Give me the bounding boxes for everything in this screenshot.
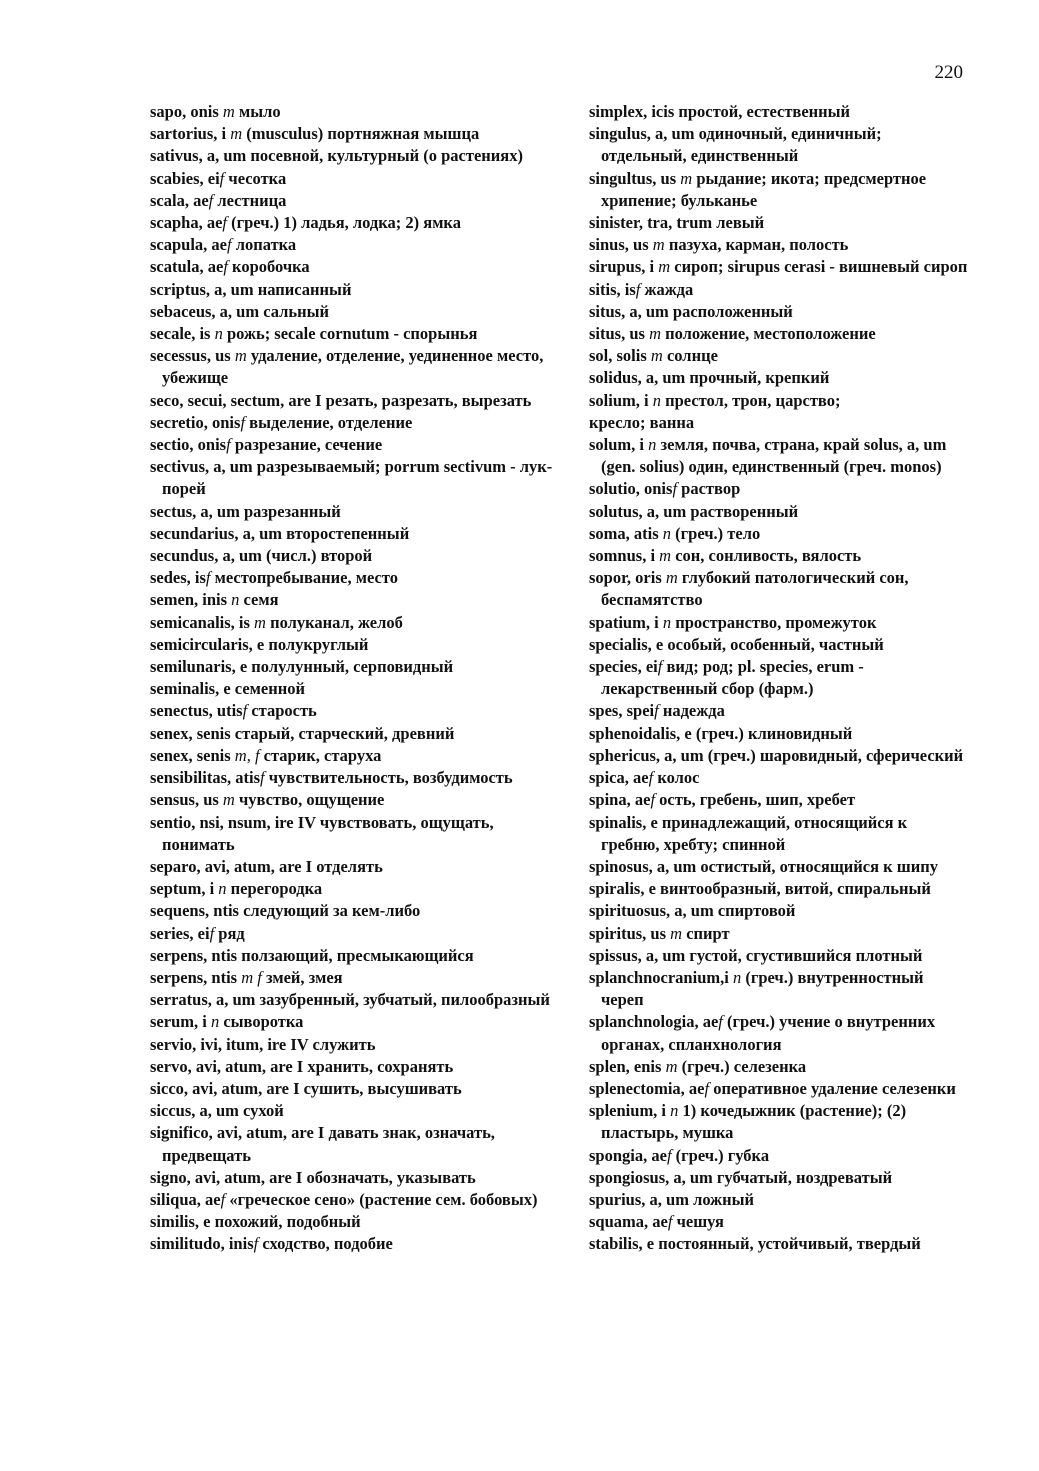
entry-headword: similitudo, inis xyxy=(150,1234,254,1254)
entry-headword: secundarius, a, um второстепенный xyxy=(150,523,410,543)
entry-headword: serpens, ntis xyxy=(150,967,242,987)
dictionary-entry xyxy=(589,123,969,167)
page-number: 220 xyxy=(934,62,963,83)
entry-gender: n xyxy=(231,590,240,610)
entry-translation: солнце xyxy=(662,346,718,366)
entry-translation: ость, гребень, шип, хребет xyxy=(655,790,856,810)
entry-translation: положение, местоположение xyxy=(661,324,876,344)
entry-headword: splen, enis xyxy=(589,1056,666,1076)
entry-translation: местопребывание, место xyxy=(210,568,398,588)
dictionary-entry xyxy=(589,1056,969,1078)
entry-headword: spongia, ae xyxy=(589,1145,667,1165)
dictionary-entry xyxy=(150,212,570,234)
entry-headword: semilunaris, e полулунный, серповидный xyxy=(150,657,454,677)
dictionary-entry xyxy=(589,523,969,545)
entry-translation: чешуя xyxy=(672,1212,724,1232)
entry-headword: sectivus, a, um разрезываемый; porrum sectivum - лук-порей xyxy=(150,457,553,499)
entry-headword: significo, avi, atum, are I давать знак, означать, предвещать xyxy=(150,1123,495,1165)
entry-translation: ряд xyxy=(214,923,245,943)
entry-headword: spinosus, a, um остистый, относящийся к шипу xyxy=(589,856,938,876)
entry-translation: (греч.) губка xyxy=(671,1145,770,1165)
entry-headword: scala, ae xyxy=(150,190,209,210)
entry-gender: n xyxy=(662,523,672,543)
entry-translation: спирт xyxy=(682,923,730,943)
dictionary-entry xyxy=(150,967,570,989)
entry-headword: sequens, ntis следующий за кем-либо xyxy=(150,901,421,921)
entry-translation: (греч.) учение о внутренних органах, спланхнология xyxy=(601,1012,936,1054)
entry-gender: f xyxy=(260,768,265,788)
dictionary-entry xyxy=(589,1211,969,1233)
entry-headword: solutus, a, um растворенный xyxy=(589,501,799,521)
entry-headword: spes, spei xyxy=(589,701,655,721)
entry-gender: f xyxy=(648,768,654,788)
entry-translation: коробочка xyxy=(227,257,310,277)
entry-headword: scabies, ei xyxy=(150,168,220,188)
entry-headword: sinister, tra, trum левый xyxy=(589,213,765,233)
entry-headword: scapha, ae xyxy=(150,213,223,233)
entry-gender: m xyxy=(649,324,661,344)
entry-gender: m xyxy=(230,124,243,144)
entry-gender: m xyxy=(254,612,266,632)
entry-gender: m xyxy=(665,568,678,588)
entry-headword: sirupus, i xyxy=(589,257,659,277)
dictionary-entry xyxy=(150,923,570,945)
dictionary-entry xyxy=(589,567,969,611)
entry-translation: семя xyxy=(239,590,279,610)
entry-gender: n xyxy=(670,1101,679,1121)
dictionary-entry xyxy=(150,678,570,700)
entry-headword: spissus, a, um густой, сгустившийся плотный xyxy=(589,945,923,965)
entry-gender: n xyxy=(218,879,227,899)
dictionary-entry xyxy=(589,501,969,523)
dictionary-entry xyxy=(589,967,969,1011)
entry-gender: n xyxy=(648,435,657,455)
entry-headword: singultus, us xyxy=(589,168,681,188)
dictionary-entry xyxy=(150,545,570,567)
dictionary-entry xyxy=(150,989,570,1011)
dictionary-entry xyxy=(589,1167,969,1189)
entry-gender: f xyxy=(222,213,228,233)
dictionary-entry xyxy=(589,412,969,434)
entry-translation: сходство, подобие xyxy=(258,1234,393,1254)
dictionary-entry xyxy=(150,145,570,167)
dictionary-entry xyxy=(589,789,969,811)
dictionary-entry xyxy=(150,656,570,678)
entry-headword: spurius, a, um ложный xyxy=(589,1189,755,1209)
entry-headword: separo, avi, atum, are I отделять xyxy=(150,856,383,876)
dictionary-entry xyxy=(150,589,570,611)
entry-translation: мыло xyxy=(234,102,281,121)
entry-headword: sativus, a, um посевной, культурный (о растениях) xyxy=(150,146,523,166)
entry-gender: n xyxy=(662,612,672,632)
entry-headword: splanchnocranium,i xyxy=(589,967,733,987)
entry-gender: m xyxy=(658,257,671,277)
entry-headword: scriptus, a, um написанный xyxy=(150,279,352,299)
entry-translation: (греч.) внутренностный череп xyxy=(601,967,924,1010)
entry-gender: f xyxy=(666,1145,672,1165)
entry-headword: simplex, icis простой, естественный xyxy=(589,102,851,121)
dictionary-entry xyxy=(150,812,570,856)
entry-headword: semicircularis, e полукруглый xyxy=(150,634,369,654)
entry-gender: m xyxy=(234,346,247,366)
entry-headword: servo, avi, atum, are I хранить, сохранять xyxy=(150,1056,454,1076)
dictionary-entry xyxy=(589,878,969,900)
entry-gender: m xyxy=(650,346,663,366)
dictionary-entry xyxy=(589,1233,969,1255)
entry-headword: seminalis, e семенной xyxy=(150,679,305,699)
entry-headword: senectus, utis xyxy=(150,701,243,721)
entry-headword: sicco, avi, atum, are I сушить, высушивать xyxy=(150,1078,462,1098)
dictionary-entry xyxy=(589,101,969,123)
entry-headword: stabilis, e постоянный, устойчивый, твердый xyxy=(589,1234,921,1254)
entry-gender: f xyxy=(635,279,641,299)
dictionary-entry xyxy=(150,1233,570,1255)
entry-translation: сыворотка xyxy=(219,1012,304,1032)
entry-gender: f xyxy=(226,435,231,455)
entry-headword: singulus, a, um одиночный, единичный; отдельный, единственный xyxy=(589,124,882,166)
dictionary-entry xyxy=(150,789,570,811)
dictionary-entry xyxy=(589,301,969,323)
entry-translation: старость xyxy=(247,701,317,721)
entry-translation: чувство, ощущение xyxy=(234,790,385,810)
entry-headword: splenectomia, ae xyxy=(589,1078,705,1098)
dictionary-entry xyxy=(589,656,969,700)
entry-headword: sartorius, i xyxy=(150,124,231,144)
entry-translation: надежда xyxy=(658,701,725,721)
dictionary-entry xyxy=(589,434,969,478)
entry-headword: somnus, i xyxy=(589,546,660,566)
dictionary-entry xyxy=(150,1078,570,1100)
dictionary-entry xyxy=(150,878,570,900)
entry-translation: пазуха, карман, полость xyxy=(664,235,849,255)
entry-headword: serpens, ntis ползающий, пресмыкающийся xyxy=(150,945,474,965)
entry-gender: m xyxy=(222,102,235,121)
entry-headword: кресло; ванна xyxy=(589,412,695,432)
entry-translation: 1) кочедыжник (растение); (2) пластырь, мушка xyxy=(601,1101,907,1143)
entry-translation: (греч.) тело xyxy=(671,523,761,543)
entry-translation: сироп; sirupus cerasi - вишневый сироп xyxy=(670,257,968,277)
entry-translation: рожь; secale cornutum - спорынья xyxy=(222,324,478,344)
entry-gender: f xyxy=(704,1078,710,1098)
entry-translation: полуканал, желоб xyxy=(265,612,403,632)
dictionary-entry xyxy=(589,612,969,634)
dictionary-entry xyxy=(589,279,969,301)
entry-headword: sebaceus, a, um сальный xyxy=(150,301,330,321)
dictionary-entry xyxy=(150,1189,570,1211)
dictionary-entry xyxy=(589,478,969,500)
dictionary-entry xyxy=(150,412,570,434)
entry-headword: sedes, is xyxy=(150,568,206,588)
entry-translation: удаление, отделение, уединенное место, убежище xyxy=(162,346,544,388)
entry-gender: f xyxy=(223,257,228,277)
dictionary-entry xyxy=(150,501,570,523)
entry-translation: разрезание, сечение xyxy=(230,435,383,455)
dictionary-entry xyxy=(589,1011,969,1055)
entry-translation: рыдание; икота; предсмертное хрипение; бульканье xyxy=(601,168,927,210)
entry-gender: m xyxy=(659,546,672,566)
entry-headword: siccus, a, um сухой xyxy=(150,1101,284,1121)
entry-headword: species, ei xyxy=(589,657,658,677)
entry-headword: solutio, onis xyxy=(589,479,673,499)
entry-gender: m xyxy=(665,1056,678,1076)
dictionary-entry xyxy=(589,700,969,722)
dictionary-entry xyxy=(150,390,570,412)
dictionary-entry xyxy=(150,723,570,745)
entry-headword: situs, us xyxy=(589,324,650,344)
entry-headword: spongiosus, a, um губчатый, ноздреватый xyxy=(589,1167,893,1187)
entry-headword: sapo, onis xyxy=(150,102,223,121)
entry-gender: f xyxy=(227,235,232,255)
dictionary-entry xyxy=(150,900,570,922)
entry-translation: колос xyxy=(653,768,700,788)
entry-gender: f xyxy=(657,657,663,677)
entry-translation: престол, трон, царство; xyxy=(660,390,841,410)
entry-headword: soma, atis xyxy=(589,523,663,543)
dictionary-entry xyxy=(150,856,570,878)
entry-gender: f xyxy=(219,168,225,188)
entry-gender: f xyxy=(650,790,656,810)
dictionary-entry xyxy=(589,723,969,745)
entry-translation: «греческое сено» (растение сем. бобовых) xyxy=(225,1189,538,1209)
entry-translation: земля, почва, страна, край solus, a, um (gen. solius) один, единственный (греч. monos) xyxy=(601,435,947,477)
dictionary-entry xyxy=(150,190,570,212)
dictionary-entry xyxy=(150,256,570,278)
dictionary-entry xyxy=(150,1122,570,1166)
entry-gender: m f xyxy=(241,967,262,987)
entry-translation: старик, старуха xyxy=(259,745,382,765)
left-column xyxy=(150,101,570,1256)
entry-gender: m xyxy=(652,235,665,255)
dictionary-entry xyxy=(589,634,969,656)
dictionary-entry xyxy=(150,234,570,256)
entry-headword: sopor, oris xyxy=(589,568,666,588)
dictionary-entry xyxy=(589,256,969,278)
dictionary-entry xyxy=(150,1011,570,1033)
dictionary-entry xyxy=(150,434,570,456)
entry-translation: вид; род; pl. species, erum - лекарственный сбор (фарм.) xyxy=(601,657,864,699)
entry-gender: f xyxy=(209,923,215,943)
dictionary-entry xyxy=(150,168,570,190)
entry-translation: лестница xyxy=(213,190,287,210)
entry-translation: перегородка xyxy=(226,879,323,899)
entry-gender: f xyxy=(220,1189,226,1209)
dictionary-entry xyxy=(150,301,570,323)
dictionary-entry xyxy=(150,1167,570,1189)
dictionary-entry xyxy=(150,1056,570,1078)
dictionary-entry xyxy=(589,767,969,789)
entry-headword: spinalis, e принадлежащий, относящийся к гребню, хребту; спинной xyxy=(589,812,908,854)
dictionary-entry xyxy=(589,212,969,234)
entry-headword: series, ei xyxy=(150,923,210,943)
entry-headword: secessus, us xyxy=(150,346,235,366)
entry-headword: sitis, is xyxy=(589,279,636,299)
dictionary-entry xyxy=(589,900,969,922)
entry-gender: f xyxy=(242,701,248,721)
entry-translation: (греч.) 1) ладья, лодка; 2) ямка xyxy=(227,213,461,233)
entry-gender: n xyxy=(210,1012,220,1032)
dictionary-entry xyxy=(150,700,570,722)
dictionary-entry xyxy=(150,612,570,634)
dictionary-entry xyxy=(150,279,570,301)
entry-headword: sol, solis xyxy=(589,346,651,366)
dictionary-entry xyxy=(150,101,570,123)
dictionary-entry xyxy=(589,945,969,967)
dictionary-entry xyxy=(589,367,969,389)
entry-headword: squama, ae xyxy=(589,1212,668,1232)
entry-headword: sphenoidalis, e (греч.) клиновидный xyxy=(589,723,853,743)
entry-gender: f xyxy=(253,1234,259,1254)
entry-headword: senex, senis старый, старческий, древний xyxy=(150,723,455,743)
entry-gender: m, f xyxy=(234,745,260,765)
entry-headword: scapula, ae xyxy=(150,235,228,255)
dictionary-entry xyxy=(589,545,969,567)
entry-headword: sensus, us xyxy=(150,790,223,810)
entry-gender: f xyxy=(718,1012,723,1032)
entry-gender: f xyxy=(208,190,214,210)
dictionary-entry xyxy=(589,345,969,367)
dictionary-entry xyxy=(150,745,570,767)
entry-headword: solium, i xyxy=(589,390,653,410)
entry-translation: (греч.) селезенка xyxy=(677,1056,807,1076)
entry-headword: secundus, a, um (числ.) второй xyxy=(150,546,373,566)
entry-translation: чувствительность, возбудимость xyxy=(264,768,513,788)
entry-gender: f xyxy=(667,1212,673,1232)
entry-translation: чесотка xyxy=(224,168,287,188)
dictionary-entry xyxy=(589,390,969,412)
dictionary-entry xyxy=(589,168,969,212)
dictionary-entry xyxy=(589,1078,969,1100)
entry-headword: siliqua, ae xyxy=(150,1189,221,1209)
dictionary-entry xyxy=(589,1100,969,1144)
entry-headword: situs, a, um расположенный xyxy=(589,301,793,321)
entry-headword: splanchnologia, ae xyxy=(589,1012,719,1032)
entry-translation: лопатка xyxy=(231,235,297,255)
entry-headword: secretio, onis xyxy=(150,412,241,432)
entry-headword: sectus, a, um разрезанный xyxy=(150,501,341,521)
entry-translation: оперативное удаление селезенки xyxy=(709,1078,956,1098)
entry-headword: spina, ae xyxy=(589,790,651,810)
entry-headword: sphericus, a, um (греч.) шаровидный, сферический xyxy=(589,745,964,765)
dictionary-entry xyxy=(150,345,570,389)
entry-headword: specialis, e особый, особенный, частный xyxy=(589,634,884,654)
dictionary-entry xyxy=(589,923,969,945)
entry-headword: sinus, us xyxy=(589,235,653,255)
entry-headword: sentio, nsi, nsum, ire IV чувствовать, ощущать, понимать xyxy=(150,812,494,854)
entry-headword: secale, is xyxy=(150,324,215,344)
dictionary-entry xyxy=(589,323,969,345)
entry-gender: f xyxy=(654,701,659,721)
entry-headword: senex, senis xyxy=(150,745,235,765)
entry-translation: выделение, отделение xyxy=(245,412,413,432)
entry-headword: servio, ivi, itum, ire IV служить xyxy=(150,1034,376,1054)
entry-headword: signo, avi, atum, are I обозначать, указывать xyxy=(150,1167,476,1187)
entry-gender: m xyxy=(222,790,235,810)
dictionary-entry xyxy=(150,767,570,789)
entry-headword: solidus, a, um прочный, крепкий xyxy=(589,368,830,388)
dictionary-entry xyxy=(589,812,969,856)
entry-gender: f xyxy=(205,568,211,588)
entry-gender: n xyxy=(652,390,661,410)
entry-headword: spica, ae xyxy=(589,768,649,788)
entry-translation: сон, сонливость, вялость xyxy=(671,546,862,566)
entry-headword: splenium, i xyxy=(589,1101,671,1121)
entry-gender: f xyxy=(672,479,678,499)
dictionary-entry xyxy=(589,856,969,878)
entry-translation: раствор xyxy=(677,479,741,499)
entry-headword: serum, i xyxy=(150,1012,211,1032)
dictionary-entry xyxy=(150,1211,570,1233)
entry-headword: spiritus, us xyxy=(589,923,671,943)
entry-translation: глубокий патологический сон, беспамятство xyxy=(601,568,909,610)
dictionary-entry xyxy=(150,523,570,545)
entry-translation: жажда xyxy=(640,279,694,299)
dictionary-entry xyxy=(150,1034,570,1056)
dictionary-entry xyxy=(589,234,969,256)
dictionary-entry xyxy=(589,1145,969,1167)
entry-headword: spirituosus, a, um спиртовой xyxy=(589,901,796,921)
dictionary-entry xyxy=(589,745,969,767)
entry-gender: f xyxy=(240,412,246,432)
dictionary-entry xyxy=(150,1100,570,1122)
entry-headword: sensibilitas, atis xyxy=(150,768,261,788)
dictionary-entry xyxy=(150,323,570,345)
dictionary-entry xyxy=(150,567,570,589)
entry-headword: septum, i xyxy=(150,879,219,899)
entry-headword: similis, e похожий, подобный xyxy=(150,1212,361,1232)
entry-headword: serratus, a, um зазубренный, зубчатый, пилообразный xyxy=(150,990,550,1010)
entry-headword: scatula, ae xyxy=(150,257,224,277)
entry-headword: spiralis, e винтообразный, витой, спиральный xyxy=(589,879,931,899)
entry-headword: solum, i xyxy=(589,435,649,455)
dictionary-entry xyxy=(150,123,570,145)
dictionary-entry xyxy=(589,1189,969,1211)
entry-translation: (musculus) портняжная мышца xyxy=(242,124,480,144)
dictionary-entry xyxy=(150,634,570,656)
entry-headword: sectio, onis xyxy=(150,435,227,455)
entry-translation: пространство, промежуток xyxy=(671,612,877,632)
entry-translation: змей, змея xyxy=(261,967,343,987)
entry-headword: semicanalis, is xyxy=(150,612,255,632)
entry-gender: m xyxy=(670,923,683,943)
entry-gender: m xyxy=(680,168,693,188)
entry-headword: seco, secui, sectum, are I резать, разрезать, вырезать xyxy=(150,390,532,410)
entry-headword: semen, inis xyxy=(150,590,232,610)
right-column xyxy=(589,101,969,1256)
dictionary-entry xyxy=(150,945,570,967)
dictionary-entry xyxy=(150,456,570,500)
entry-gender: n xyxy=(214,324,223,344)
entry-headword: spatium, i xyxy=(589,612,663,632)
entry-gender: n xyxy=(732,967,742,987)
